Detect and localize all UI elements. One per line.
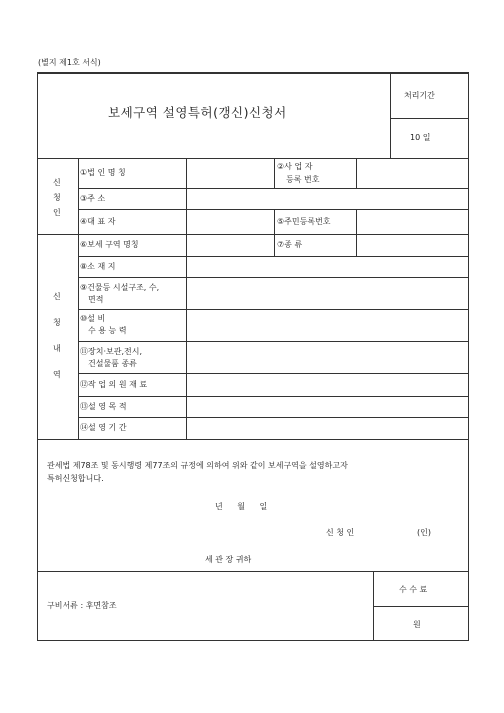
declaration-bottom (37, 571, 469, 572)
workers-label: ⑫작 업 의 원 재 료 (80, 380, 148, 389)
form-title: 보세구역 설영특허(갱신)신청서 (108, 105, 287, 120)
applicant-bottom (37, 234, 469, 235)
details-section-char: 역 (53, 370, 61, 379)
processing-label: 처리기간 (404, 91, 435, 100)
processing-divider (390, 118, 469, 119)
declaration-text: 특허신청합니다. (47, 474, 104, 483)
recipient-label: 세 관 장 귀하 (205, 555, 252, 564)
border-top-2 (37, 73, 469, 74)
representative-label: ④대 표 자 (80, 217, 116, 226)
period-label: ⑭설 영 기 간 (80, 423, 127, 432)
fee-divider (373, 606, 469, 607)
biz-reg-label: 등록 번호 (286, 175, 320, 184)
header-bottom (37, 158, 469, 159)
row-line-10 (78, 417, 469, 418)
building-label: 면적 (88, 295, 104, 304)
address-label: ③주 소 (80, 194, 106, 203)
corp-name-label: ①법 인 명 칭 (80, 168, 126, 177)
row-line-8 (78, 373, 469, 374)
seal-mark: (인) (417, 528, 431, 537)
fee-label: 수 수 료 (399, 585, 428, 594)
mid-col-2 (356, 158, 357, 189)
processing-left (390, 72, 391, 159)
form-number: (별지 제1호 서식) (38, 58, 101, 67)
applicant-section-char: 신 (53, 178, 61, 187)
applicant-section-char: 청 (53, 193, 61, 202)
details-bottom (37, 439, 469, 440)
mid-col-4 (356, 209, 357, 235)
facility-label: 수 용 능 력 (88, 326, 127, 335)
details-section-char: 청 (53, 318, 61, 327)
purpose-label: ⑬설 영 목 적 (80, 402, 127, 411)
mid-col-6 (356, 234, 357, 257)
required-documents: 구비서류 : 후면참조 (47, 601, 117, 610)
fee-unit: 원 (413, 620, 421, 629)
applicant-section-char: 인 (53, 208, 61, 217)
resident-number-label: ⑤주민등록번호 (277, 217, 331, 226)
border-left (37, 72, 38, 641)
zone-name-label: ⑥보세 구역 명칭 (80, 240, 139, 249)
mid-col-5 (274, 234, 275, 257)
border-right (468, 72, 469, 641)
details-section-char: 신 (53, 292, 61, 301)
facility-label: ⑩설 비 (80, 314, 106, 323)
mid-col-1 (274, 158, 275, 189)
type-label: ⑦종 류 (277, 240, 303, 249)
label-col-left (78, 158, 79, 440)
biz-reg-label: ②사 업 자 (277, 162, 313, 171)
building-label: ⑨건물등 시설구조, 수, (80, 283, 160, 292)
location-label: ⑧소 재 지 (80, 262, 116, 271)
label-col-right (186, 158, 187, 440)
declaration-text: 관세법 제78조 및 동시행령 제77조의 규정에 의하여 위와 같이 보세구역을 설영하고자 (47, 461, 348, 470)
details-section-char: 내 (53, 344, 61, 353)
goods-label: 건설물품 종류 (88, 359, 137, 368)
row-line-6 (78, 309, 469, 310)
row-line-9 (78, 396, 469, 397)
row-line-7 (78, 341, 469, 342)
goods-label: ⑪장치·보관,전시, (80, 347, 142, 356)
fee-left (373, 571, 374, 641)
applicant-signature-label: 신 청 인 (326, 528, 355, 537)
date-line: 년 월 일 (215, 502, 268, 511)
border-bottom (37, 640, 469, 641)
mid-col-3 (274, 209, 275, 235)
processing-days: 10 일 (410, 133, 431, 142)
row-line-5 (78, 277, 469, 278)
